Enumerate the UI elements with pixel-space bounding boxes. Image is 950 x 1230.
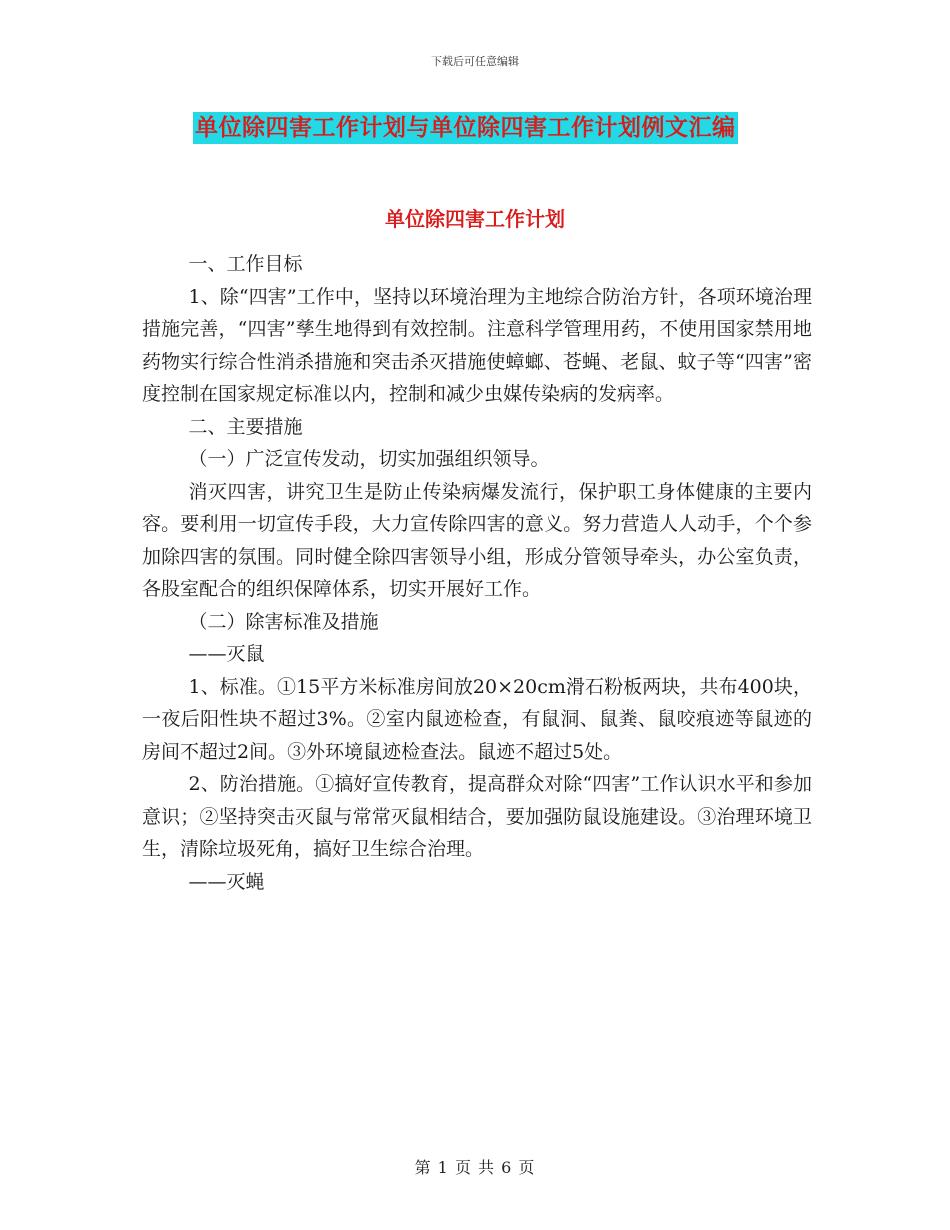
paragraph: 二、主要措施 [188,415,303,438]
paragraph: （二）除害标准及措施 [188,610,379,633]
paragraph: 一、工作目标 [188,253,303,275]
paragraph: 1、标准。①15平方米标准房间放20×20cm滑石粉板两块，共布400块，一夜后阳性块不超过3%。②室内鼠迹检查，有鼠洞、鼠粪、鼠咬痕迹等鼠迹的房间不超过2间。③外环境鼠迹检查法。鼠迹不超过5处。 [142,675,812,763]
page-header: 下载后可任意编辑 [431,55,519,68]
paragraph: ——灭蝇 [188,870,265,893]
paragraph: 1、除“四害”工作中，坚持以环境治理为主地综合防治方针，各项环境治理措施完善，“四害”孳生地得到有效控制。注意科学管理用药，不使用国家禁用地药物实行综合性消杀措施和突击杀灭措施使蟑螂、苍蝇、老鼠、蚊子等“四害”密度控制在国家规定标准以内，控制和减少虫媒传染病的发病率。 [142,285,812,405]
section-title: 单位除四害工作计划 [385,207,565,231]
document-body [142,248,812,898]
paragraph: 消灭四害，讲究卫生是防止传染病爆发流行，保护职工身体健康的主要内容。要利用一切宣传手段，大力宣传除四害的意义。努力营造人人动手，个个参加除四害的氛围。同时健全除四害领导小组，形成分管领导牵头，办公室负责，各股室配合的组织保障体系，切实开展好工作。 [142,480,812,600]
paragraph: （一）广泛宣传发动，切实加强组织领导。 [188,448,550,470]
document-title: 单位除四害工作计划与单位除四害工作计划例文汇编 [193,112,738,144]
paragraph: 2、防治措施。①搞好宣传教育，提高群众对除“四害”工作认识水平和参加意识；②坚持突击灭鼠与常常灭鼠相结合，要加强防鼠设施建设。③治理环境卫生，清除垃圾死角，搞好卫生综合治理。 [142,773,812,860]
page-footer: 第 1 页 共 6 页 [414,1158,536,1177]
paragraph: ——灭鼠 [188,643,265,665]
